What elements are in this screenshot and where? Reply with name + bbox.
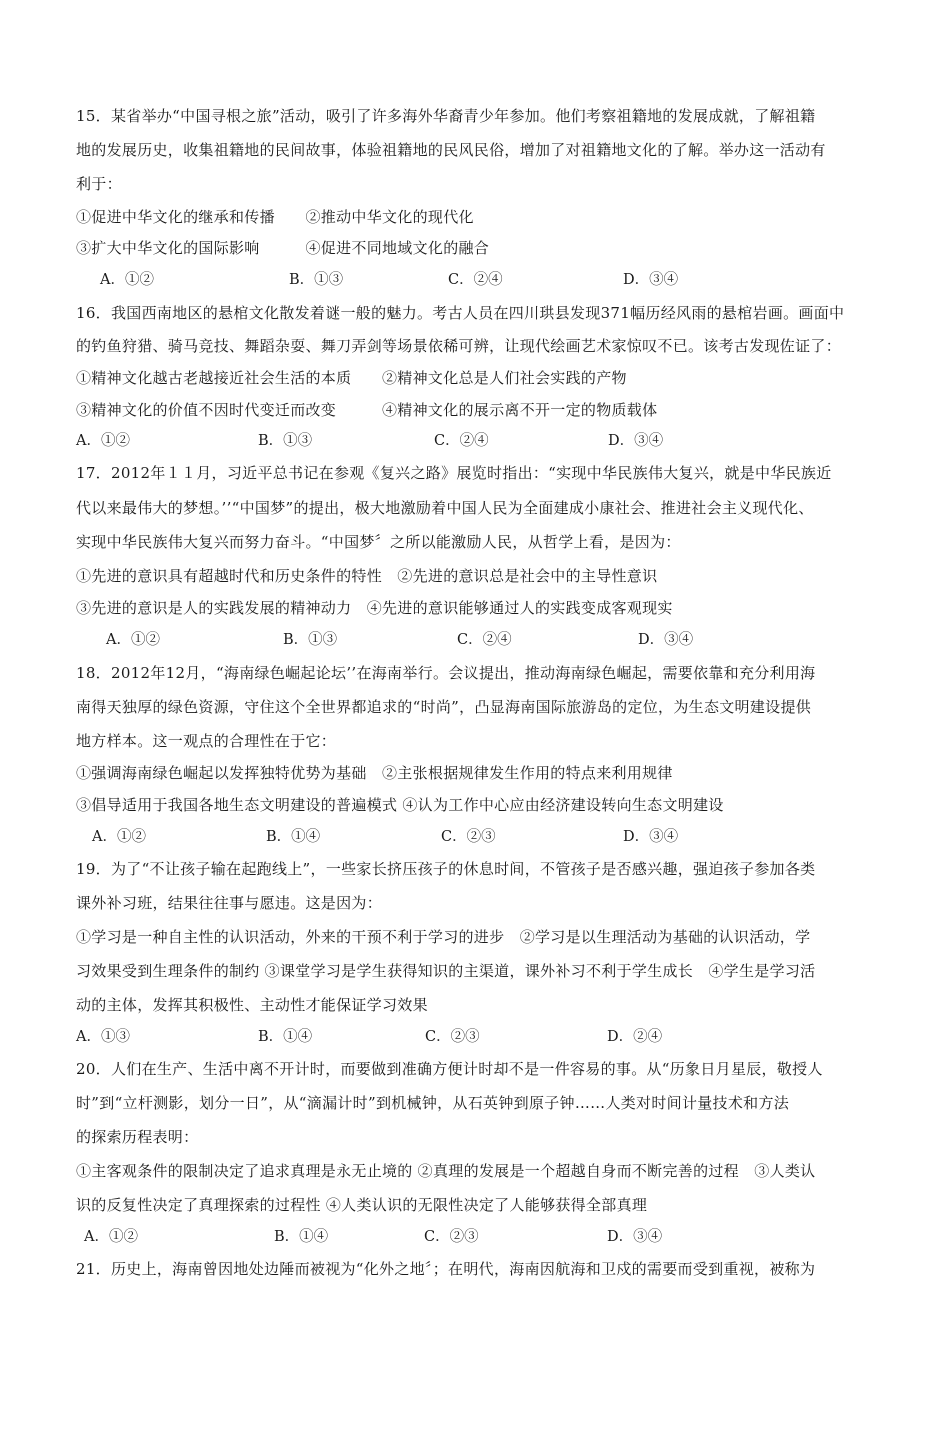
option-d: D．③④ bbox=[608, 433, 664, 449]
option-b: B．①④ bbox=[258, 1029, 313, 1045]
question-line: 课外补习班，结果往往事与愿违。这是因为： bbox=[76, 894, 383, 912]
question-line: 18．2012年12月，“海南绿色崛起论坛’’在海南举行。会议提出，推动海南绿色崛起，需要依靠和充分利用海 bbox=[76, 664, 816, 682]
question-line: 17．2012年１１月，习近平总书记在参观《复兴之路》展览时指出：“实现中华民族伟大复兴，就是中华民族近 bbox=[76, 464, 832, 482]
option-a: A．①② bbox=[76, 433, 130, 449]
option-c: C．②④ bbox=[434, 433, 489, 449]
statement-line: ①主客观条件的限制决定了追求真理是永无止境的 ②真理的发展是一个超越自身而不断完善的过程 ③人类认 bbox=[76, 1162, 816, 1180]
option-d: D．③④ bbox=[623, 829, 679, 845]
statement-line: 习效果受到生理条件的制约 ③课堂学习是学生获得知识的主渠道，课外补习不利于学生成长 ④学生是学习活 bbox=[76, 962, 816, 980]
question-line: 时”到“立杆测影，划分一日”，从“滴漏计时”到机械钟，从石英钟到原子钟……人类对时间计量技术和方法 bbox=[76, 1094, 790, 1112]
statement-line: ③精神文化的价值不因时代变迁而改变 ④精神文化的展示离不开一定的物质载体 bbox=[76, 401, 658, 419]
statement-line: ③扩大中华文化的国际影响 ④促进不同地域文化的融合 bbox=[76, 239, 490, 257]
question-line: 的钓鱼狩猎、骑马竞技、舞蹈杂耍、舞刀弄剑等场景依稀可辨，让现代绘画艺术家惊叹不已。该考古发现佐证了： bbox=[76, 337, 842, 355]
option-d: D．③④ bbox=[607, 1229, 663, 1245]
option-c: C．②④ bbox=[457, 632, 512, 648]
option-b: B．①③ bbox=[289, 272, 344, 288]
statement-line: ①学习是一种自主性的认识活动，外来的干预不利于学习的进步 ②学习是以生理活动为基础的认识活动，学 bbox=[76, 928, 811, 946]
option-a: A．①② bbox=[92, 829, 146, 845]
statement-line: ③先进的意识是人的实践发展的精神动力 ④先进的意识能够通过人的实践变成客观现实 bbox=[76, 599, 673, 617]
statement-line: ③倡导适用于我国各地生态文明建设的普遍模式 ④认为工作中心应由经济建设转向生态文明建设 bbox=[76, 796, 724, 814]
option-a: A．①③ bbox=[76, 1029, 130, 1045]
question-line: 19．为了“不让孩子输在起跑线上”，一些家长挤压孩子的休息时间，不管孩子是否感兴趣，强迫孩子参加各类 bbox=[76, 860, 816, 878]
question-line: 代以来最伟大的梦想。’’“中国梦”的提出，极大地激励着中国人民为全面建成小康社会、推进社会主义现代化、 bbox=[76, 499, 814, 517]
question-line: 利于： bbox=[76, 175, 122, 193]
option-b: B．①③ bbox=[283, 632, 338, 648]
option-c: C．②③ bbox=[441, 829, 496, 845]
statement-line: 识的反复性决定了真理探索的过程性 ④人类认识的无限性决定了人能够获得全部真理 bbox=[76, 1196, 648, 1214]
question-line: 20．人们在生产、生活中离不开计时，而要做到准确方便计时却不是一件容易的事。从“历象日月星辰，敬授人 bbox=[76, 1060, 823, 1078]
statement-line: ①强调海南绿色崛起以发挥独特优势为基础 ②主张根据规律发生作用的特点来利用规律 bbox=[76, 764, 673, 782]
statement-line: ①先进的意识具有超越时代和历史条件的特性 ②先进的意识总是社会中的主导性意识 bbox=[76, 567, 658, 585]
option-c: C．②③ bbox=[424, 1229, 479, 1245]
question-line: 地方样本。这一观点的合理性在于它： bbox=[76, 732, 337, 750]
statement-line: ①精神文化越古老越接近社会生活的本质 ②精神文化总是人们社会实践的产物 bbox=[76, 369, 627, 387]
option-d: D．③④ bbox=[638, 632, 694, 648]
option-a: A．①② bbox=[106, 632, 160, 648]
option-d: D．③④ bbox=[623, 272, 679, 288]
option-d: D．②④ bbox=[607, 1029, 663, 1045]
option-b: B．①④ bbox=[266, 829, 321, 845]
option-b: B．①③ bbox=[258, 433, 313, 449]
question-line: 的探索历程表明： bbox=[76, 1128, 199, 1146]
question-line: 南得天独厚的绿色资源，守住这个全世界都追求的“时尚”，凸显海南国际旅游岛的定位，为生态文明建设提供 bbox=[76, 698, 812, 716]
option-c: C．②③ bbox=[425, 1029, 480, 1045]
option-c: C．②④ bbox=[448, 272, 503, 288]
question-line: 实现中华民族伟大复兴而努力奋斗。“中国梦〞之所以能激励人民，从哲学上看，是因为： bbox=[76, 533, 681, 551]
option-a: A．①② bbox=[84, 1229, 138, 1245]
statement-line: 动的主体，发挥其积极性、主动性才能保证学习效果 bbox=[76, 996, 428, 1014]
question-line: 21．历史上，海南曾因地处边陲而被视为“化外之地〞；在明代，海南因航海和卫戍的需要而受到重视，被称为 bbox=[76, 1260, 816, 1278]
question-line: 15．某省举办“中国寻根之旅”活动，吸引了许多海外华裔青少年参加。他们考察祖籍地的发展成就，了解祖籍 bbox=[76, 107, 816, 125]
option-a: A．①② bbox=[100, 272, 154, 288]
statement-line: ①促进中华文化的继承和传播 ②推动中华文化的现代化 bbox=[76, 208, 474, 226]
option-b: B．①④ bbox=[274, 1229, 329, 1245]
question-line: 地的发展历史，收集祖籍地的民间故事，体验祖籍地的民风民俗，增加了对祖籍地文化的了解。举办这一活动有 bbox=[76, 141, 826, 159]
question-line: 16．我国西南地区的悬棺文化散发着谜一般的魅力。考古人员在四川珙县发现371幅历经风雨的悬棺岩画。画面中 bbox=[76, 304, 845, 322]
